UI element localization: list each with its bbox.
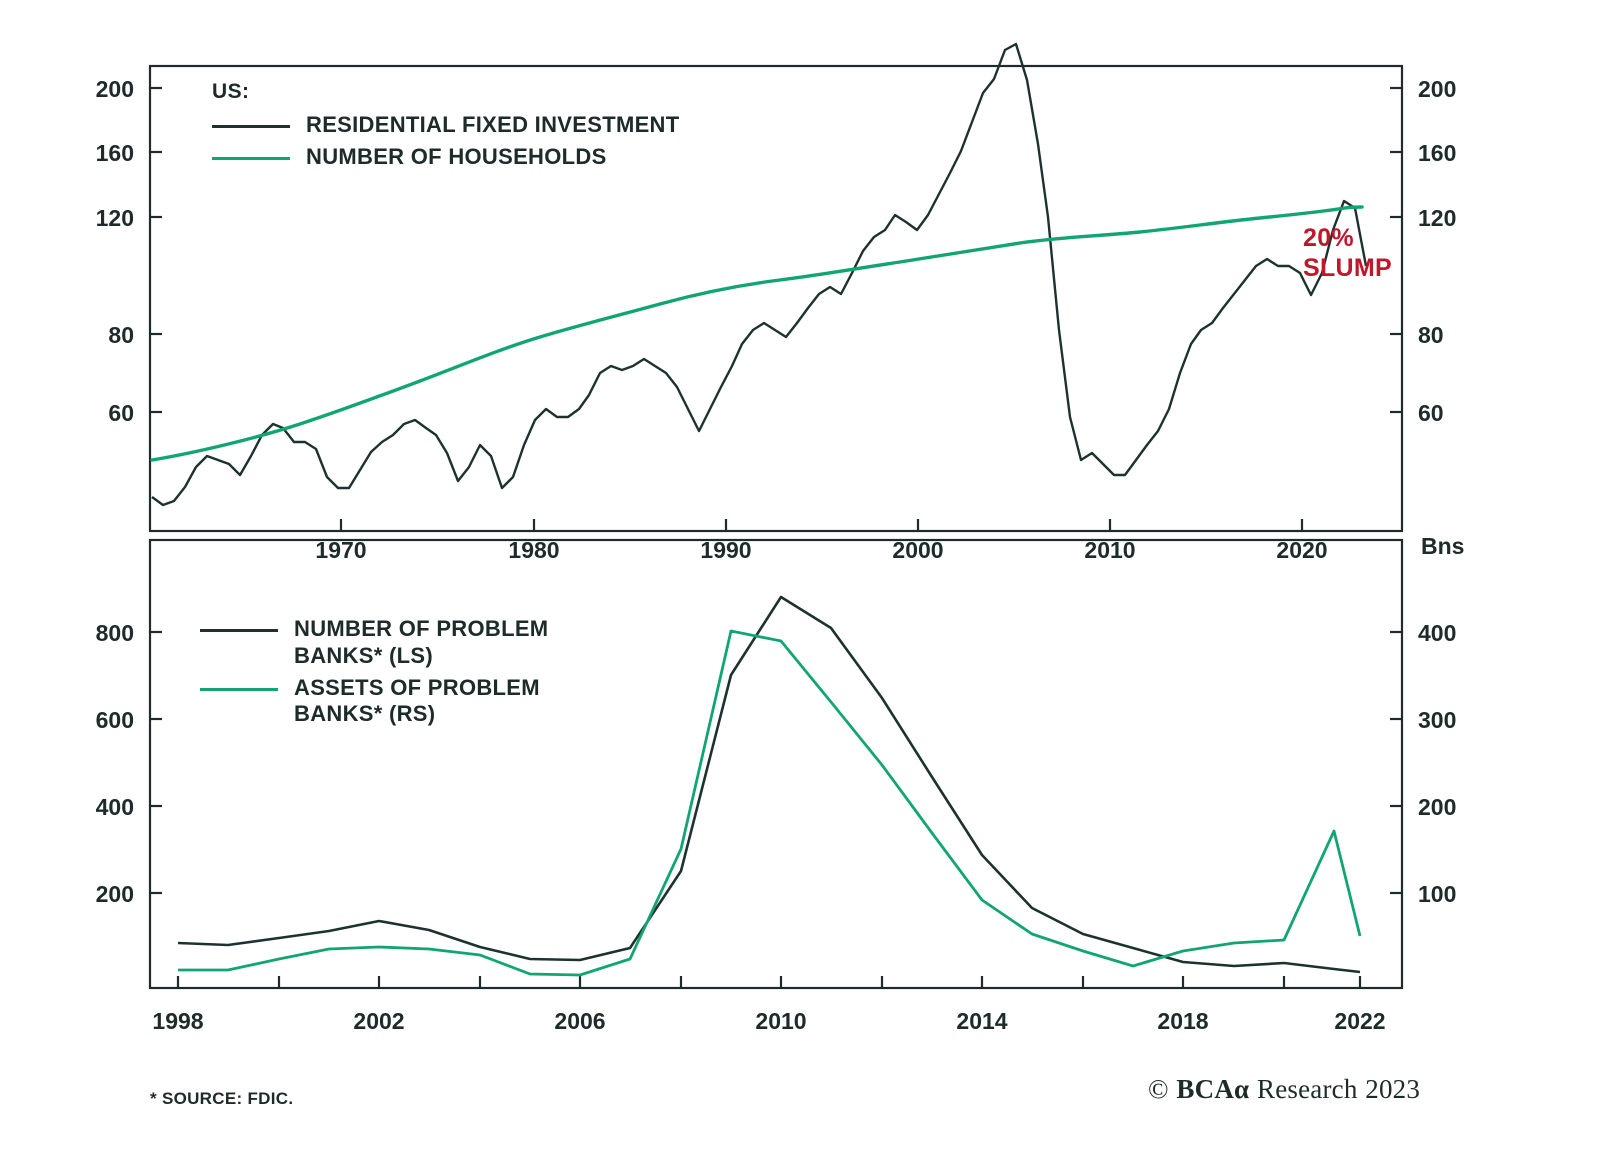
- bottom-x-tick-2022: 2022: [1334, 1008, 1386, 1034]
- legend-swatch-green-2: [200, 688, 278, 691]
- top-x-tick-1980: 1980: [508, 537, 560, 563]
- top-x-tick-2020: 2020: [1276, 537, 1328, 563]
- legend-row-assets-of-problem-banks: [200, 675, 548, 729]
- legend-label-assets-of-problem-banks-line1: ASSETS OF PROBLEM: [294, 674, 540, 700]
- top-y-right-tick-120: 120: [1418, 205, 1457, 231]
- top-y-left-tick-120: 120: [95, 205, 134, 231]
- top-y-right-tick-160: 160: [1418, 140, 1457, 166]
- credit-research: Research: [1257, 1074, 1358, 1104]
- bottom-x-tick-2002: 2002: [353, 1008, 405, 1034]
- bottom-y-left-tick-200: 200: [95, 881, 134, 907]
- bottom-y-left-tick-400: 400: [95, 794, 134, 820]
- top-panel-x-ticks: [341, 519, 1302, 531]
- series-number-of-households: [152, 207, 1362, 460]
- top-x-tick-2010: 2010: [1084, 537, 1136, 563]
- bottom-panel-right-ticks: [1390, 632, 1402, 893]
- top-y-right-tick-80: 80: [1418, 322, 1444, 348]
- footnote-source: * SOURCE: FDIC.: [150, 1089, 294, 1108]
- legend-swatch-green: [212, 157, 290, 160]
- top-y-left-tick-200: 200: [95, 76, 134, 102]
- bottom-y-right-tick-400: 400: [1418, 620, 1457, 646]
- top-legend-title: US:: [212, 80, 250, 103]
- legend-label-assets-of-problem-banks-line2: BANKS* (RS): [294, 701, 436, 727]
- bottom-x-tick-1998: 1998: [152, 1008, 204, 1034]
- legend-row-residential-fixed-investment: [212, 112, 679, 139]
- legend-label-number-of-problem-banks-line1: NUMBER OF PROBLEM: [294, 616, 549, 641]
- legend-swatch-dark: [212, 125, 290, 128]
- bottom-x-tick-2010: 2010: [755, 1008, 807, 1034]
- legend-row-number-of-problem-banks: [200, 616, 548, 670]
- bottom-panel-x-ticks: [178, 976, 1360, 988]
- top-y-left-tick-60: 60: [108, 400, 134, 426]
- legend-label-residential-fixed-investment: RESIDENTIAL FIXED INVESTMENT: [306, 112, 680, 137]
- legend-row-number-of-households: [212, 144, 679, 171]
- legend-label-assets-of-problem-banks: [294, 675, 540, 729]
- top-y-right-tick-200: 200: [1418, 76, 1457, 102]
- bottom-x-tick-2014: 2014: [956, 1008, 1008, 1034]
- legend-label-number-of-households: NUMBER OF HOUSEHOLDS: [306, 143, 607, 169]
- copyright-icon: ©: [1148, 1074, 1169, 1104]
- top-panel-left-ticks: [150, 88, 162, 412]
- bottom-y-right-tick-100: 100: [1418, 881, 1457, 907]
- bottom-y-left-tick-800: 800: [95, 620, 134, 646]
- bottom-x-tick-2018: 2018: [1157, 1008, 1209, 1034]
- top-y-left-tick-80: 80: [108, 322, 134, 348]
- bottom-panel-legend: [200, 616, 548, 733]
- top-y-left-tick-160: 160: [95, 140, 134, 166]
- bottom-panel-left-ticks: [150, 632, 162, 893]
- credit-bca-research: [1148, 1074, 1420, 1105]
- bottom-y-right-tick-300: 300: [1418, 707, 1457, 733]
- legend-label-number-of-problem-banks-line2: BANKS* (LS): [294, 642, 433, 668]
- legend-label-number-of-problem-banks: [294, 616, 548, 670]
- bottom-right-axis-unit: Bns: [1421, 533, 1465, 559]
- bottom-y-left-tick-600: 600: [95, 707, 134, 733]
- credit-brand: BCA: [1176, 1074, 1235, 1104]
- top-y-right-tick-60: 60: [1418, 400, 1444, 426]
- annotation-slump-line2: SLUMP: [1303, 253, 1392, 282]
- bottom-y-right-tick-200: 200: [1418, 794, 1457, 820]
- credit-year: 2023: [1365, 1074, 1421, 1104]
- annotation-slump-line1: 20%: [1303, 224, 1354, 252]
- legend-swatch-dark-2: [200, 629, 278, 632]
- top-x-tick-1970: 1970: [315, 537, 367, 563]
- annotation-slump: [1303, 224, 1392, 283]
- top-x-tick-1990: 1990: [700, 537, 752, 563]
- bottom-x-tick-2006: 2006: [554, 1008, 606, 1034]
- top-panel-legend: [212, 80, 679, 176]
- credit-brand-alpha: α: [1234, 1074, 1250, 1104]
- top-x-tick-2000: 2000: [892, 537, 944, 563]
